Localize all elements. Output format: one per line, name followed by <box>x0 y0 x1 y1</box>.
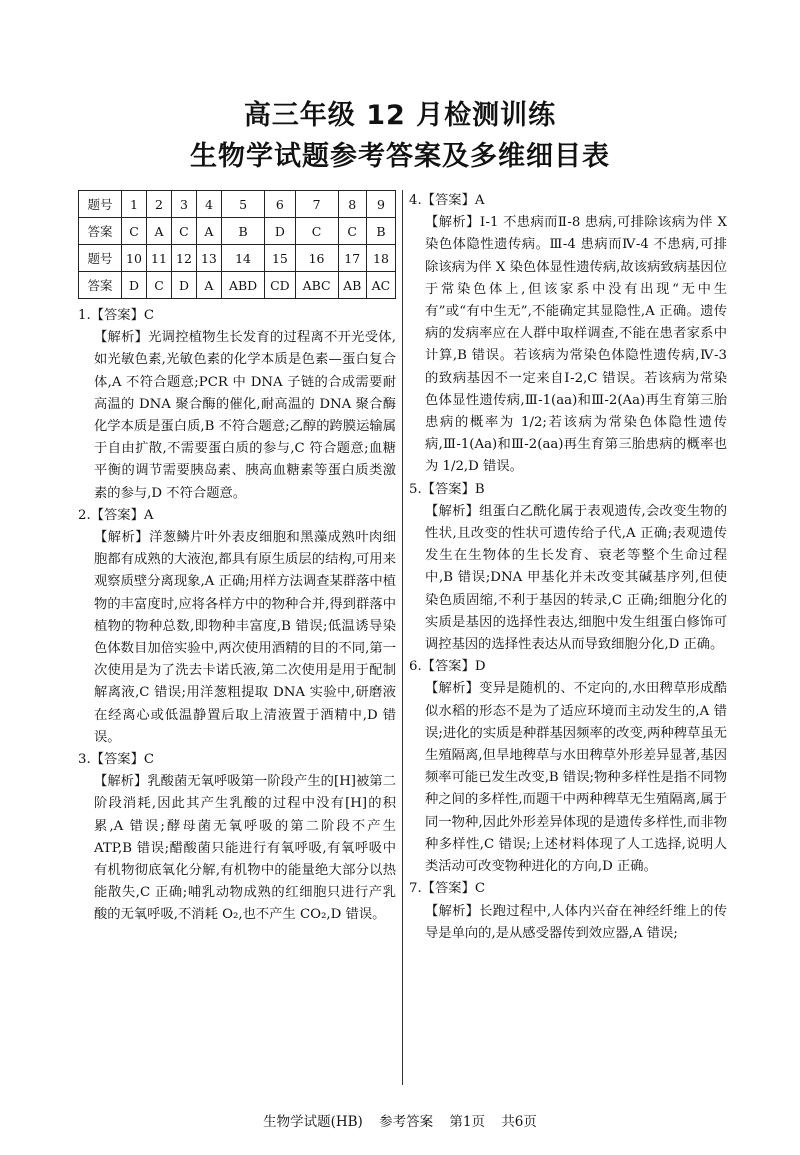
explanation-text: 【解析】光调控植物生长发育的过程离不开光受体,如光敏色素,光敏色素的化学本质是色素—蛋白复合体,A 不符合题意;PCR 中 DNA 子链的合成需要耐高温的 DNA 聚合酶的催化,耐高温的 DNA 聚合酶化学本质是蛋白质,B 不符合题意;乙醇的跨膜运输属于自由扩散,不需要蛋白质的参与,C 符合题意;血糖平衡的调节需要胰岛素、胰高血糖素等蛋白质类激素的参与,D 不符合题意。 <box>94 330 396 501</box>
answer-row-1 <box>79 218 396 245</box>
table-cell: 16 <box>295 245 338 272</box>
answer-table <box>78 190 396 299</box>
table-cell: 14 <box>221 245 264 272</box>
explanation-text: 【解析】组蛋白乙酰化属于表观遗传,会改变生物的性状,且改变的性状可遗传给子代,A 正确;表观遗传发生在生物体的生长发育、衰老等整个生命过程中,B 错误;DNA 甲基化并未改变其碱基序列,但使染色质固缩,不利于基因的转录,C 正确;细胞分化的实质是基因的选择性表达,细胞中发生组蛋白修饰可调控基因的选择性表达从而导致细胞分化,D 正确。 <box>425 503 727 653</box>
table-cell: D <box>171 272 196 299</box>
answer-heading: 7.【答案】C <box>409 881 486 897</box>
table-cell: D <box>122 272 147 299</box>
explanation-text: 【解析】长跑过程中,人体内兴奋在神经纤维上的传导是单向的,是从感受器传到效应器,A 错误; <box>425 903 727 941</box>
page-footer <box>0 1110 800 1130</box>
table-cell: 8 <box>338 191 366 218</box>
answer-item-1 <box>78 305 396 505</box>
table-cell: ABD <box>221 272 264 299</box>
page-title-line1: 高三年级 12 月检测训练 <box>243 100 557 131</box>
table-cell: A <box>196 218 221 245</box>
table-cell: 6 <box>265 191 295 218</box>
table-cell: B <box>366 218 395 245</box>
answer-heading: 2.【答案】A <box>78 507 154 523</box>
answer-item-2 <box>78 505 396 749</box>
answer-heading: 5.【答案】B <box>409 481 485 497</box>
answer-item-4 <box>409 190 727 479</box>
table-cell: 5 <box>221 191 264 218</box>
answer-heading: 4.【答案】A <box>409 193 485 208</box>
table-cell: 18 <box>366 245 395 272</box>
explanation-text: 【解析】乳酸菌无氧呼吸第一阶段产生的[H]被第二阶段消耗,因此其产生乳酸的过程中没有[H]的积累,A 错误;酵母菌无氧呼吸的第二阶段不产生 ATP,B 错误;醋酸菌只能进行有氧呼吸,有氧呼吸中有机物彻底氧化分解,有机物中的能量绝大部分以热能散失,C 正确;哺乳动物成熟的红细胞只进行产乳酸的无氧呼吸,不消耗 O₂,也不产生 CO₂,D 错误。 <box>94 774 396 923</box>
table-cell: C <box>146 272 171 299</box>
footer-label: 参考答案 <box>379 1114 434 1130</box>
table-cell: AC <box>366 272 395 299</box>
table-cell: 13 <box>196 245 221 272</box>
footer-subject: 生物学试题(HB) <box>263 1114 363 1130</box>
table-cell: 10 <box>122 245 147 272</box>
table-cell: 1 <box>122 191 147 218</box>
table-cell: AB <box>338 272 366 299</box>
answer-heading: 3.【答案】C <box>78 752 155 768</box>
table-cell: C <box>171 218 196 245</box>
table-cell: 12 <box>171 245 196 272</box>
answer-item-6 <box>409 656 727 878</box>
answer-item-5 <box>409 479 727 657</box>
table-cell: 11 <box>146 245 171 272</box>
table-cell: B <box>221 218 264 245</box>
table-row-label: 答案 <box>79 218 122 245</box>
table-cell: 9 <box>366 191 395 218</box>
table-cell: 4 <box>196 191 221 218</box>
answer-heading: 6.【答案】D <box>409 659 486 675</box>
table-cell: 17 <box>338 245 366 272</box>
table-cell: D <box>265 218 295 245</box>
table-cell: A <box>196 272 221 299</box>
question-row-2 <box>79 245 396 272</box>
answer-item-3 <box>78 749 396 927</box>
answer-item-7 <box>409 878 727 945</box>
footer-total-pages: 共6页 <box>501 1114 537 1130</box>
table-cell: 2 <box>146 191 171 218</box>
left-column <box>78 190 396 927</box>
answer-heading: 1.【答案】C <box>78 308 155 323</box>
explanation-text: 【解析】Ⅰ-1 不患病而Ⅱ-8 患病,可排除该病为伴 X 染色体隐性遗传病。Ⅲ-4 患病而Ⅳ-4 不患病,可排除该病为伴 X 染色体显性遗传病,故该病致病基因位于常染色体上,但该家系中没有出现“无中生有”或“有中生无”,不能确定其显隐性,A 正确。遗传病的发病率应在人群中取样调查,不能在患者家系中计算,B 错误。若该病为常染色体隐性遗传病,Ⅳ-3 的致病基因不一定来自Ⅰ-2,C 错误。若该病为常染色体显性遗传病,Ⅲ-1(aa)和Ⅲ-2(Aa)再生育第三胎患病的概率为 1/2;若该病为常染色体隐性遗传病,Ⅲ-1(Aa)和Ⅲ-2(aa)再生育第三胎患病的概率也为 1/2,D 错误。 <box>425 215 727 475</box>
table-row-label: 题号 <box>79 245 122 272</box>
table-cell: 3 <box>171 191 196 218</box>
table-row-label: 题号 <box>79 191 122 218</box>
right-column <box>409 190 727 945</box>
footer-page-number: 第1页 <box>449 1114 486 1130</box>
explanation-text: 【解析】洋葱鳞片叶外表皮细胞和黑藻成熟叶肉细胞都有成熟的大液泡,都具有原生质层的结构,可用来观察质壁分离现象,A 正确;用样方法调查某群落中植物的丰富度时,应将各样方中的物种合并,得到群落中植物的物种总数,即物种丰富度,B 错误;低温诱导染色体数目加倍实验中,两次使用酒精的目的不同,第一次使用是为了洗去卡诺氏液,第二次使用是用于配制解离液,C 错误;用洋葱粗提取 DNA 实验中,研磨液在经离心或低温静置后取上清液置于酒精中,D 错误。 <box>94 530 396 745</box>
page-title-line2: 生物学试题参考答案及多维细目表 <box>190 141 610 172</box>
question-row-1 <box>79 191 396 218</box>
table-cell: CD <box>265 272 295 299</box>
answer-row-2 <box>79 272 396 299</box>
table-cell: C <box>338 218 366 245</box>
table-cell: C <box>122 218 147 245</box>
table-cell: C <box>295 218 338 245</box>
table-cell: 15 <box>265 245 295 272</box>
explanation-text: 【解析】变异是随机的、不定向的,水田稗草形成酷似水稻的形态不是为了适应环境而主动发生的,A 错误;进化的实质是种群基因频率的改变,两种稗草虽无生殖隔离,但旱地稗草与水田稗草外形差异显著,基因频率可能已发生改变,B 错误;物种多样性是指不同物种之间的多样性,而题干中两种稗草无生殖隔离,属于同一物种,因此外形差异体现的是遗传多样性,而非物种多样性,C 错误;上述材料体现了人工选择,说明人类活动可改变物种进化的方向,D 正确。 <box>425 681 727 875</box>
column-divider <box>402 190 403 1085</box>
table-row-label: 答案 <box>79 272 122 299</box>
table-cell: A <box>146 218 171 245</box>
table-cell: ABC <box>295 272 338 299</box>
table-cell: 7 <box>295 191 338 218</box>
